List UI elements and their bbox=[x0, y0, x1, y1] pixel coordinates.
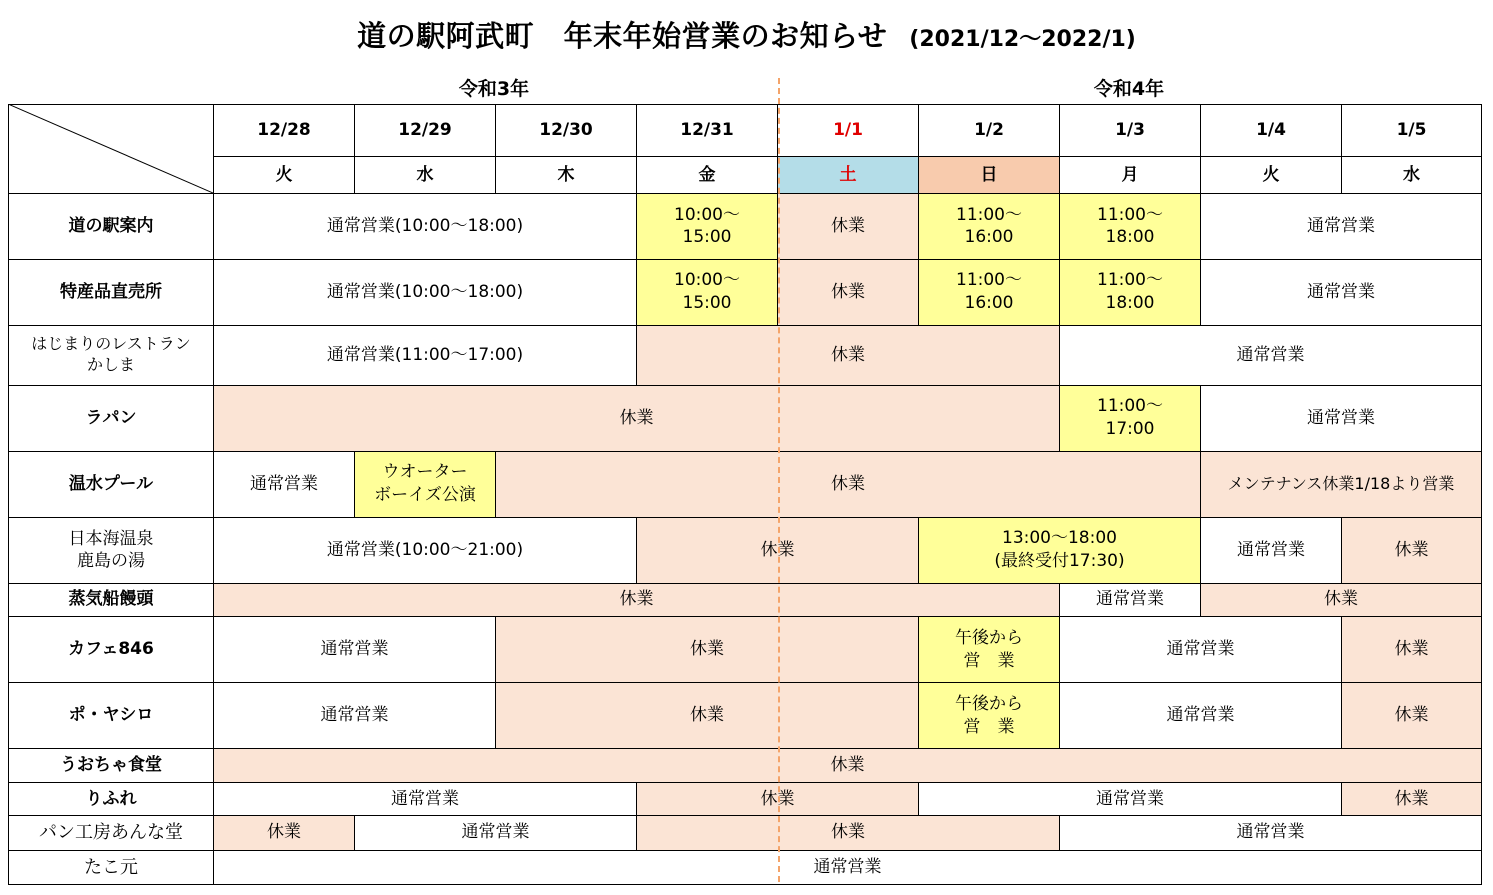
schedule-cell bbox=[919, 517, 1201, 583]
cell-line: 10:00〜 bbox=[674, 270, 740, 291]
table-row bbox=[9, 816, 1482, 850]
date-cell: 1/4 bbox=[1201, 105, 1342, 157]
schedule-cell: 通常営業 bbox=[1060, 816, 1482, 850]
schedule-cell: 通常営業 bbox=[214, 683, 496, 749]
date-cell: 1/3 bbox=[1060, 105, 1201, 157]
schedule-cell bbox=[637, 194, 778, 260]
table-row bbox=[9, 683, 1482, 749]
schedule-cell bbox=[637, 259, 778, 325]
schedule-cell: 通常営業 bbox=[1060, 617, 1342, 683]
schedule-cell: 休業 bbox=[637, 325, 1060, 385]
cell-line: 16:00 bbox=[964, 227, 1014, 248]
schedule-cell: 通常営業 bbox=[1201, 259, 1482, 325]
table-row bbox=[9, 782, 1482, 816]
era-label-reiwa3: 令和3年 bbox=[458, 78, 530, 100]
schedule-cell: 休業 bbox=[1342, 782, 1482, 816]
table-row bbox=[9, 617, 1482, 683]
facility-name-line: かしま bbox=[86, 355, 135, 375]
schedule-cell: 休業 bbox=[214, 749, 1482, 783]
cell-line: 18:00 bbox=[1105, 227, 1155, 248]
page-title bbox=[0, 14, 1493, 55]
facility-name: 特産品直売所 bbox=[9, 259, 214, 325]
weekday-cell: 月 bbox=[1060, 157, 1201, 194]
facility-name: うおちゃ食堂 bbox=[9, 749, 214, 783]
facility-name: りふれ bbox=[9, 782, 214, 816]
schedule-cell: 通常営業 bbox=[214, 850, 1482, 884]
schedule-cell: 休業 bbox=[637, 517, 919, 583]
weekday-cell: 火 bbox=[214, 157, 355, 194]
table-row bbox=[9, 451, 1482, 517]
facility-name: カフェ846 bbox=[9, 617, 214, 683]
era-label-reiwa4: 令和4年 bbox=[1093, 78, 1165, 100]
cell-line: 11:00〜 bbox=[1097, 396, 1163, 417]
cell-line: 17:00 bbox=[1105, 419, 1155, 440]
facility-name bbox=[9, 517, 214, 583]
facility-name-line: 鹿島の湯 bbox=[77, 551, 145, 572]
weekday-cell: 金 bbox=[637, 157, 778, 194]
table-row bbox=[9, 850, 1482, 884]
cell-line: 10:00〜 bbox=[674, 204, 740, 225]
date-cell: 12/28 bbox=[214, 105, 355, 157]
schedule-cell: 通常営業 bbox=[214, 617, 496, 683]
schedule-cell: 休業 bbox=[778, 194, 919, 260]
cell-line: ボーイズ公演 bbox=[374, 485, 476, 506]
weekday-cell: 水 bbox=[355, 157, 496, 194]
table-row bbox=[9, 749, 1482, 783]
schedule-cell: 通常営業(10:00〜18:00) bbox=[214, 194, 637, 260]
schedule-cell bbox=[919, 259, 1060, 325]
schedule-cell: メンテナンス休業1/18より営業 bbox=[1201, 451, 1482, 517]
schedule-cell: 通常営業(10:00〜18:00) bbox=[214, 259, 637, 325]
cell-line: 11:00〜 bbox=[956, 270, 1022, 291]
date-cell: 12/31 bbox=[637, 105, 778, 157]
facility-name: たこ元 bbox=[9, 850, 214, 884]
schedule-cell: 休業 bbox=[1342, 517, 1482, 583]
facility-name: ラパン bbox=[9, 385, 214, 451]
cell-line: ウオーター bbox=[382, 462, 468, 483]
cell-line: 11:00〜 bbox=[1097, 270, 1163, 291]
schedule-cell bbox=[355, 451, 496, 517]
schedule-cell: 休業 bbox=[214, 816, 355, 850]
date-cell: 12/29 bbox=[355, 105, 496, 157]
weekday-header-row bbox=[9, 157, 1482, 194]
date-cell: 1/2 bbox=[919, 105, 1060, 157]
date-cell-holiday: 1/1 bbox=[778, 105, 919, 157]
schedule-cell: 通常営業 bbox=[1060, 683, 1342, 749]
schedule-cell bbox=[919, 683, 1060, 749]
table-row bbox=[9, 259, 1482, 325]
cell-line: 13:00〜18:00 bbox=[1002, 528, 1117, 549]
table-row bbox=[9, 325, 1482, 385]
date-header-row bbox=[9, 105, 1482, 157]
table-row bbox=[9, 194, 1482, 260]
corner-cell bbox=[9, 105, 214, 194]
schedule-cell: 休業 bbox=[214, 583, 1060, 617]
facility-name: 道の駅案内 bbox=[9, 194, 214, 260]
facility-name-line: 日本海温泉 bbox=[68, 528, 154, 549]
schedule-cell: 通常営業 bbox=[1060, 325, 1482, 385]
schedule-cell: 通常営業 bbox=[1201, 194, 1482, 260]
schedule-cell: 通常営業(11:00〜17:00) bbox=[214, 325, 637, 385]
schedule-cell: 通常営業 bbox=[214, 782, 637, 816]
title-period: (2021/12〜2022/1) bbox=[909, 27, 1136, 52]
schedule-cell: 休業 bbox=[214, 385, 1060, 451]
weekday-cell-sunday: 日 bbox=[919, 157, 1060, 194]
schedule-cell bbox=[1060, 385, 1201, 451]
schedule-cell: 通常営業 bbox=[1201, 385, 1482, 451]
schedule-cell: 通常営業 bbox=[1201, 517, 1342, 583]
schedule-cell: 通常営業 bbox=[1060, 583, 1201, 617]
date-cell: 1/5 bbox=[1342, 105, 1482, 157]
facility-name: 蒸気船饅頭 bbox=[9, 583, 214, 617]
cell-line: 営 業 bbox=[963, 716, 1015, 737]
schedule-cell bbox=[919, 194, 1060, 260]
title-main: 道の駅阿武町 年末年始営業のお知らせ bbox=[357, 19, 888, 53]
schedule-cell: 休業 bbox=[496, 617, 919, 683]
cell-line: 午後から bbox=[955, 693, 1023, 714]
schedule-cell: 休業 bbox=[1342, 683, 1482, 749]
table-row bbox=[9, 583, 1482, 617]
schedule-cell: 通常営業(10:00〜21:00) bbox=[214, 517, 637, 583]
table-row bbox=[9, 517, 1482, 583]
schedule-cell: 通常営業 bbox=[919, 782, 1342, 816]
cell-line: 営 業 bbox=[963, 650, 1015, 671]
date-cell: 12/30 bbox=[496, 105, 637, 157]
cell-line: 午後から bbox=[955, 627, 1023, 648]
schedule-cell bbox=[919, 617, 1060, 683]
weekday-cell-saturday: 土 bbox=[778, 157, 919, 194]
weekday-cell: 水 bbox=[1342, 157, 1482, 194]
schedule-cell: 通常営業 bbox=[214, 451, 355, 517]
cell-line: 15:00 bbox=[682, 293, 732, 314]
schedule-cell bbox=[1060, 194, 1201, 260]
facility-name: パン工房あんな堂 bbox=[9, 816, 214, 850]
cell-line: 16:00 bbox=[964, 293, 1014, 314]
schedule-table bbox=[8, 104, 1482, 885]
cell-line: 18:00 bbox=[1105, 293, 1155, 314]
weekday-cell: 木 bbox=[496, 157, 637, 194]
schedule-cell bbox=[1060, 259, 1201, 325]
weekday-cell: 火 bbox=[1201, 157, 1342, 194]
cell-line: (最終受付17:30) bbox=[994, 551, 1125, 572]
facility-name: ポ・ヤシロ bbox=[9, 683, 214, 749]
schedule-cell: 休業 bbox=[496, 451, 1201, 517]
cell-line: 11:00〜 bbox=[956, 204, 1022, 225]
schedule-cell: 休業 bbox=[778, 259, 919, 325]
cell-line: 11:00〜 bbox=[1097, 204, 1163, 225]
schedule-cell: 休業 bbox=[1342, 617, 1482, 683]
schedule-cell: 休業 bbox=[637, 816, 1060, 850]
facility-name: 温水プール bbox=[9, 451, 214, 517]
cell-line: 15:00 bbox=[682, 227, 732, 248]
table-row bbox=[9, 385, 1482, 451]
schedule-cell: 通常営業 bbox=[355, 816, 637, 850]
facility-name bbox=[9, 325, 214, 385]
facility-name-line: はじまりのレストラン bbox=[31, 334, 191, 354]
schedule-cell: 休業 bbox=[637, 782, 919, 816]
schedule-cell: 休業 bbox=[496, 683, 919, 749]
schedule-cell: 休業 bbox=[1201, 583, 1482, 617]
